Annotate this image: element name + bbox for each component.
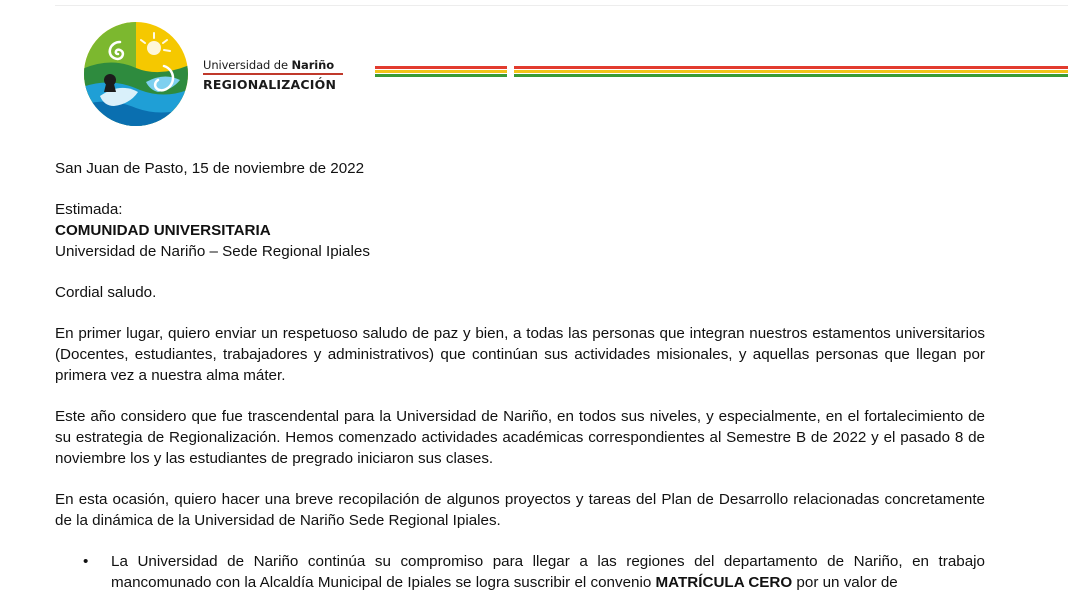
brand-underline: [203, 73, 343, 75]
brand-regionalizacion: REGIONALIZACIÓN: [203, 77, 337, 92]
flag-stripe-short: [375, 66, 507, 77]
stripe-green: [514, 74, 1068, 77]
recipient-name: COMUNIDAD UNIVERSITARIA: [55, 222, 271, 239]
paragraph-2: Este año considero que fue trascendental para la Universidad de Nariño, en todos sus niveles, y especialmente, en el fortalecimiento de su estrategia de Regionalización. Hemos comenzado actividades académicas correspondientes al Semestre B de 2022 y el pasado 8 de noviembre los y las estudiantes de pregrado iniciaron sus clases.: [55, 408, 985, 467]
stripe-yellow: [514, 70, 1068, 73]
brand-university-name: Universidad de Nariño: [203, 58, 335, 72]
stripe-yellow: [375, 70, 507, 73]
greeting: Cordial saludo.: [55, 284, 157, 301]
top-border-line: [55, 5, 1068, 6]
university-logo: [80, 18, 192, 130]
letter-body: [55, 158, 985, 593]
stripe-red: [375, 66, 507, 69]
brand-block: [203, 58, 343, 92]
date-line: San Juan de Pasto, 15 de noviembre de 2022: [55, 160, 365, 177]
salutation: Estimada:: [55, 201, 123, 218]
stripe-green: [375, 74, 507, 77]
flag-stripe-long: [514, 66, 1068, 77]
paragraph-1: En primer lugar, quiero enviar un respetuoso saludo de paz y bien, a todas las personas que integran nuestros estamentos universitarios (Docentes, estudiantes, trabajadores y administrativos) que continúan sus actividades misionales, y aquellas personas que llegan por primera vez a nuestra alma máter.: [55, 325, 985, 384]
regionalizacion-emblem-icon: [80, 18, 192, 130]
bullet-text-after: por un valor de: [792, 574, 898, 591]
bullet-text-before: La Universidad de Nariño continúa su compromiso para llegar a las regiones del departamento de Nariño, en trabajo mancomunado con la Alcaldía Municipal de Ipiales se logra suscribir el convenio: [111, 553, 985, 591]
bullet-marker: •: [83, 553, 89, 570]
recipient-organization: Universidad de Nariño – Sede Regional Ipiales: [55, 243, 370, 260]
stripe-red: [514, 66, 1068, 69]
bullet-item-1: [55, 551, 985, 593]
bullet-bold-text: MATRÍCULA CERO: [655, 574, 793, 591]
paragraph-3: En esta ocasión, quiero hacer una breve recopilación de algunos proyectos y tareas del Plan de Desarrollo relacionadas concretamente de la dinámica de la Universidad de Nariño Sede Regional Ipiales.: [55, 491, 985, 529]
